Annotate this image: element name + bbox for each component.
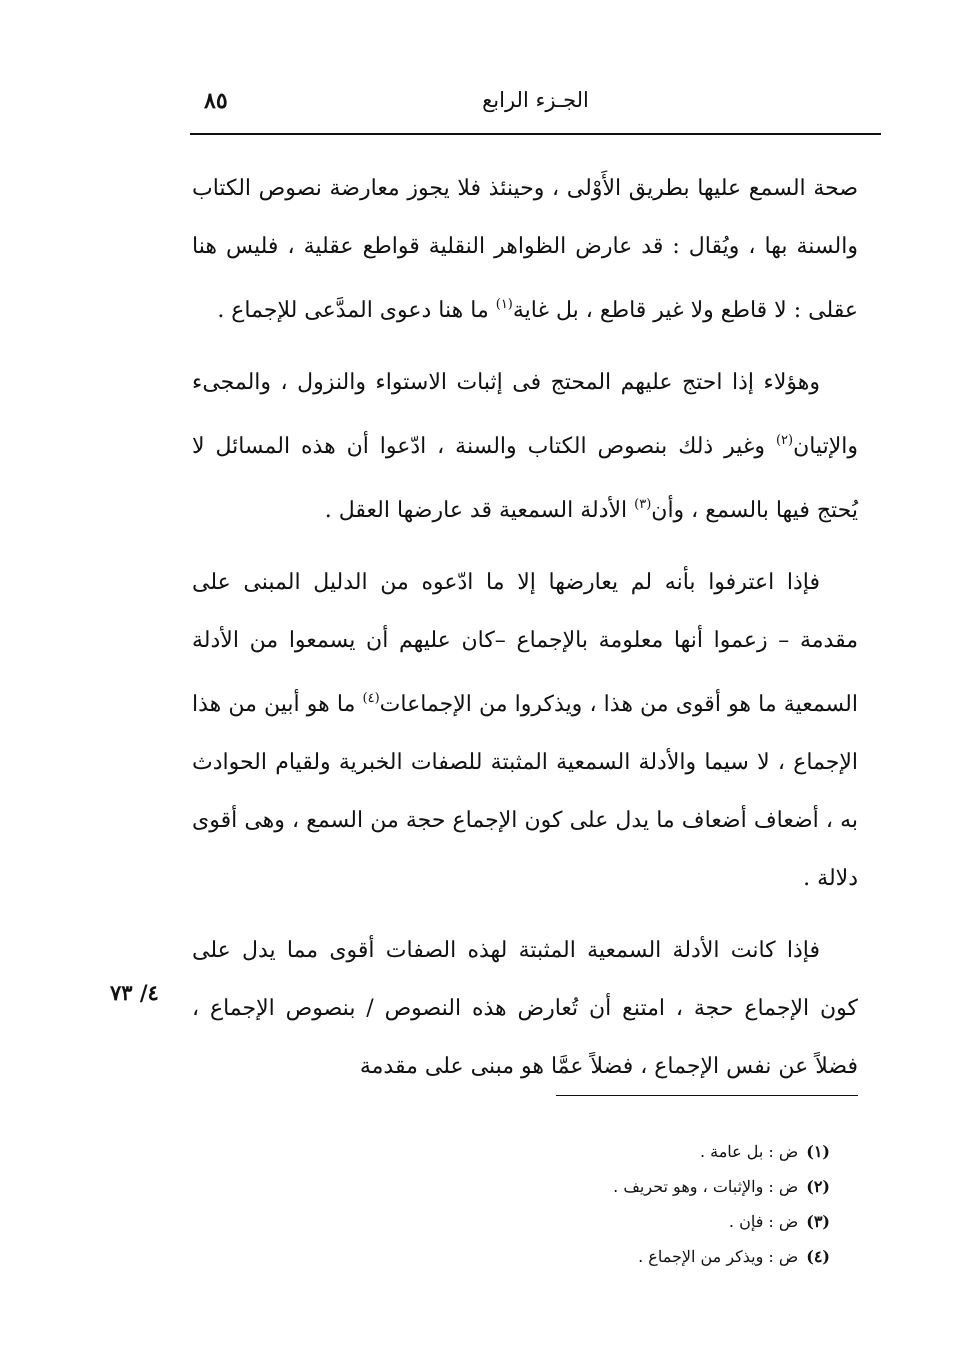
paragraph-2 bbox=[192, 354, 858, 540]
paragraph-text: ما هو أبين من هذا الإجماع ، لا سيما والأدلة السمعية المثبتة للصفات الخبرية ولقيام الحوادث به ، أضعاف أضعاف ما يدل على كون الإجماع حجة من السمع ، وهى أقوى دلالة . bbox=[192, 692, 858, 891]
footnote-1 bbox=[400, 1134, 830, 1169]
footnote-reference: (١) bbox=[495, 297, 513, 312]
paragraph-text: فإذا كانت الأدلة السمعية المثبتة لهذه الصفات أقوى مما يدل على كون الإجماع حجة ، امتنع أن تُعارض هذه النصوص / بنصوص الإجماع ، فضلاً عن نفس الإجماع ، فضلاً عمَّا هو مبنى على مقدمة bbox=[192, 938, 858, 1079]
margin-reference: ٤/ ٧٣ bbox=[110, 980, 159, 1005]
footnote-3 bbox=[400, 1204, 830, 1239]
paragraph-text: وغير ذلك بنصوص الكتاب والسنة ، ادّعوا أن هذه المسائل لا يُحتج فيها بالسمع ، وأن bbox=[192, 434, 858, 523]
page-number: ٨٥ bbox=[204, 88, 228, 114]
paragraph-text: الأدلة السمعية قد عارضها العقل . bbox=[324, 498, 635, 523]
footnote-reference: (٣) bbox=[634, 497, 652, 512]
footnote-text: ض : بل عامة . bbox=[699, 1142, 799, 1161]
footnote-2 bbox=[400, 1169, 830, 1204]
footnote-reference: (٤) bbox=[362, 691, 380, 706]
footnote-number: (٣) bbox=[806, 1212, 830, 1231]
paragraph-text: ما هنا دعوى المدَّعى للإجماع . bbox=[217, 298, 496, 323]
page-header bbox=[190, 86, 881, 126]
footnote-reference: (٢) bbox=[775, 433, 794, 448]
footnote-rule bbox=[556, 1095, 858, 1096]
paragraph-text: صحة السمع عليها بطريق الأَوْلى ، وحينئذ فلا يجوز معارضة نصوص الكتاب والسنة بها ، ويُقال : قد عارض الظواهر النقلية قواطع عقلية ، فليس هنا عقلى : لا قاطع ولا غير قاطع ، بل غاية bbox=[192, 176, 858, 323]
footnote-text: ض : ويذكر من الإجماع . bbox=[638, 1247, 799, 1266]
paragraph-text: وهؤلاء إذا احتج عليهم المحتج فى إثبات الاستواء والنزول ، والمجىء والإتيان bbox=[192, 370, 858, 459]
footnote-number: (١) bbox=[806, 1142, 830, 1161]
paragraph-1 bbox=[192, 160, 858, 340]
footnote-text: ض : والإثبات ، وهو تحريف . bbox=[613, 1177, 799, 1196]
paragraph-text: فإذا اعترفوا بأنه لم يعارضها إلا ما ادّعوه من الدليل المبنى على مقدمة – زعموا أنها معلومة بالإجماع –كان عليهم أن يسمعوا من الأدلة السمعية ما هو أقوى من هذا ، ويذكروا من الإجماعات bbox=[192, 570, 858, 717]
running-title: الجـزء الرابع bbox=[482, 88, 589, 112]
main-text bbox=[192, 160, 858, 1096]
footnotes bbox=[400, 1134, 830, 1274]
footnote-number: (٢) bbox=[806, 1177, 830, 1196]
footnote-text: ض : فإن . bbox=[728, 1212, 799, 1231]
paragraph-3 bbox=[192, 554, 858, 908]
footnote-4 bbox=[400, 1239, 830, 1274]
paragraph-4 bbox=[192, 922, 858, 1096]
header-rule bbox=[190, 133, 881, 135]
footnote-number: (٤) bbox=[806, 1247, 830, 1266]
